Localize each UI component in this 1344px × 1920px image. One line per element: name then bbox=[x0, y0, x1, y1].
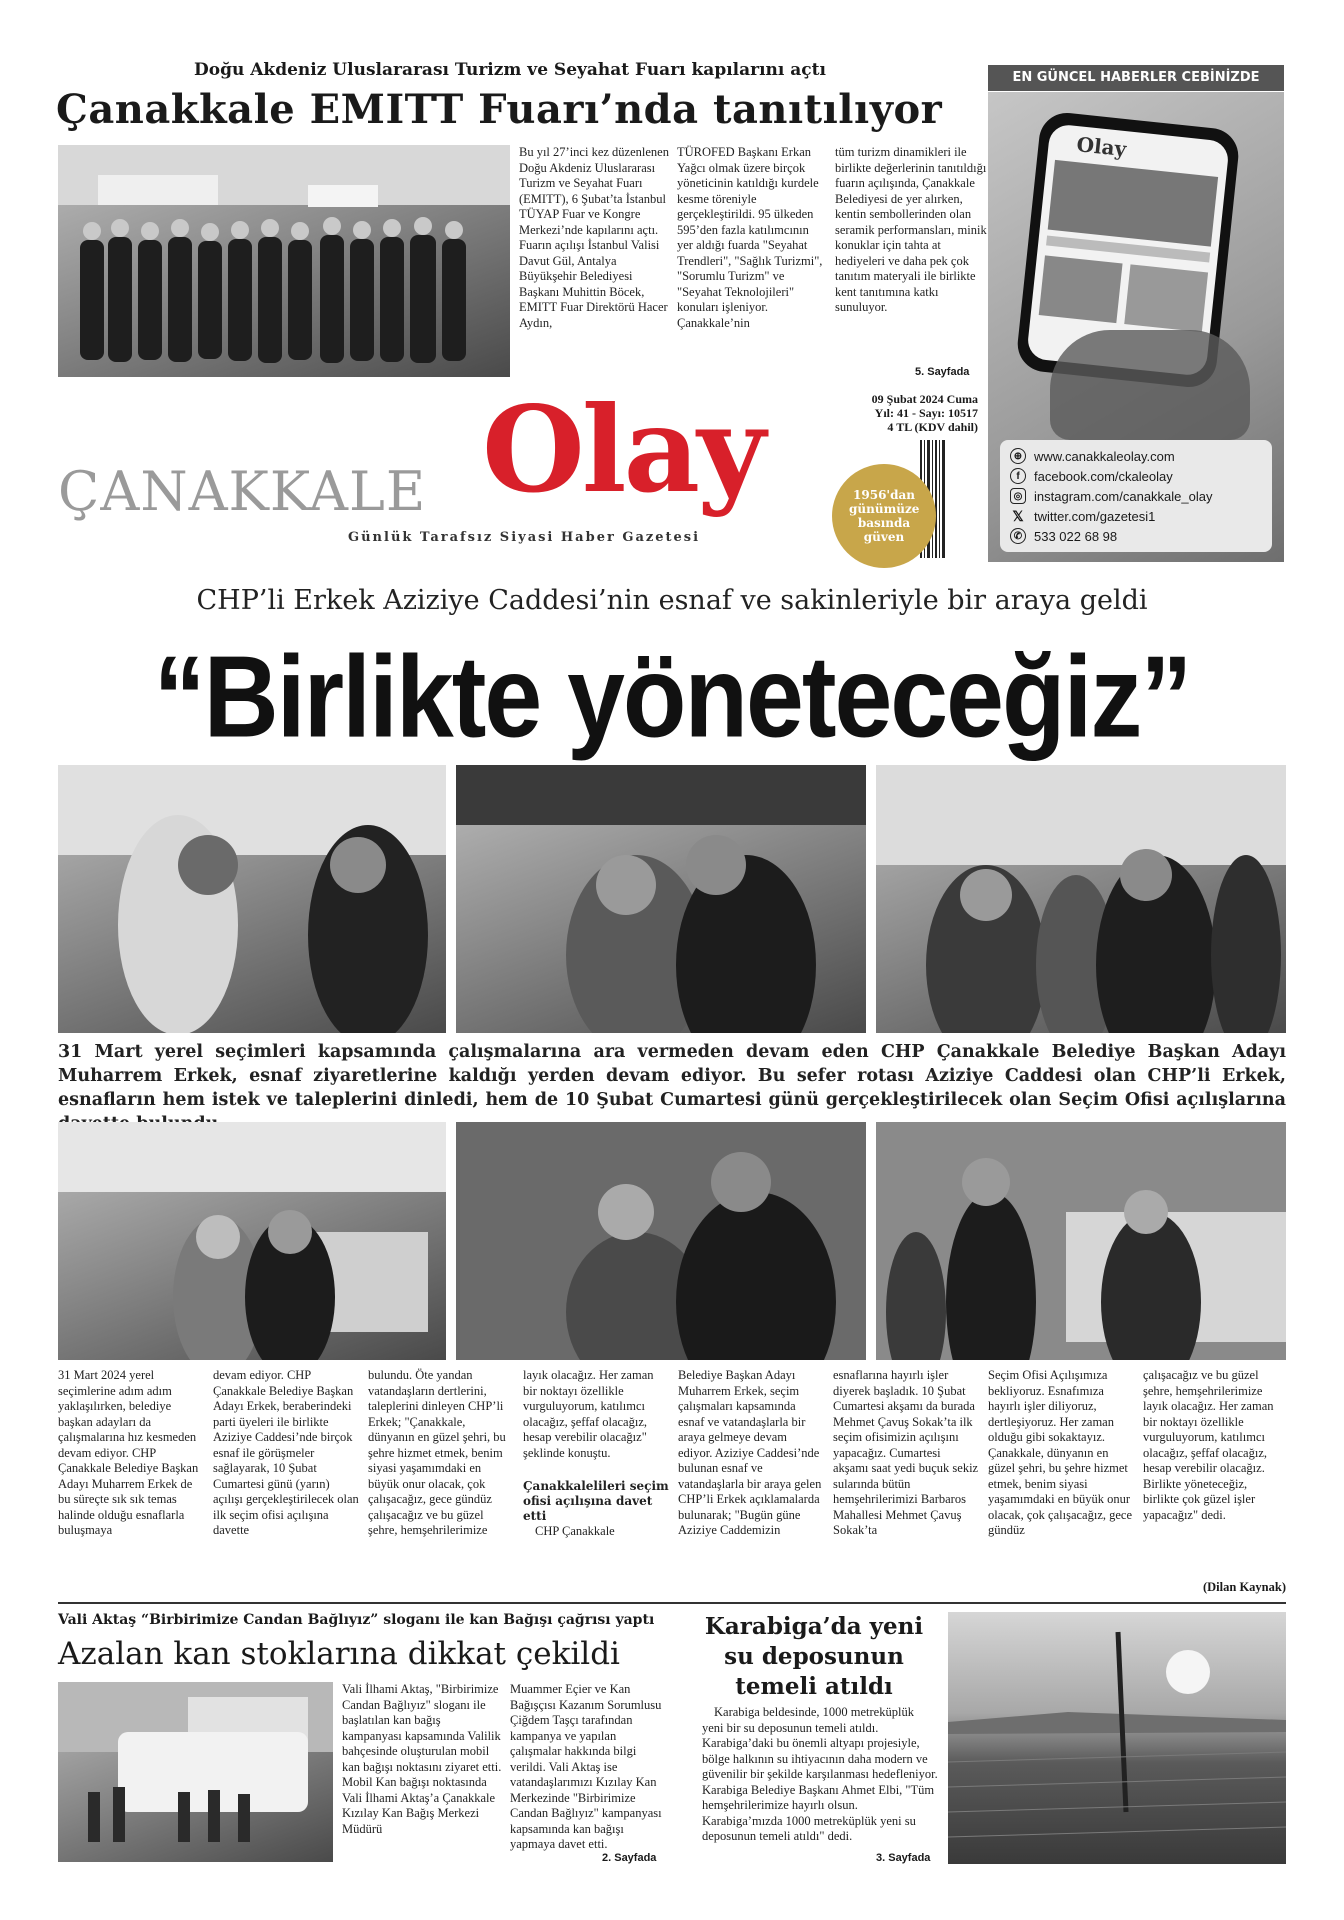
karabiga-page-ref: 3. Sayfada bbox=[876, 1852, 931, 1864]
main-story-lead: 31 Mart yerel seçimleri kapsamında çalışmalarına ara vermeden devam eden CHP Çanakkale Belediye Başkan Adayı Muharrem Erkek, esnaf ziyaretlerine kaldığı yerden devam ediyor. Bu sefer rotası Aziziye Caddesi olan CHP’li Erkek, esnafların hem istek ve taleplerini dinledi, hem de 10 Şubat Cumartesi günü gerçekleştirilecek olan Seçim Ofisi açılışlarına bbox=[58, 1042, 1286, 1110]
blood-col-1: Vali İlhami Aktaş, "Birbirimize Candan Bağlıyız" sloganı ile başlatılan kan bağış kampanyası kapsamında Valilik bahçesinde oluşturulan mobil kan bağışı noktasını ziyaret etti. Mobil Kan bağışı noktasında Vali İlhami Aktaş’a Çanakkale Kızılay Kan Bağış Merkezi Müdürü bbox=[342, 1682, 502, 1836]
karabiga-field-photo bbox=[948, 1612, 1286, 1864]
main-col-2: devam ediyor. CHP Çanakkale Belediye Başkan Adayı Erkek, beraberindeki parti üyeleri ile birlikte Aziziye Caddesi’nde birçok esnaf ile görüşmeler sağlayarak, 10 Şubat Cumartesi günü (yarın) açılışı gerçekleştirilecek olan ilk seçim ofisi açılışına davette bbox=[213, 1368, 359, 1537]
karabiga-text: Karabiga beldesinde, 1000 metreküplük yeni bir su deposunun temeli atıldı. Karabiga’daki bu önemli altyapı projesiyle, bölge halkının su ihtiyacının daha modern ve güvenilir bir şekilde karşılanması hedefleniyor. Karabiga Belediye Başkanı Ahmet Elbi, "Tüm hemşehrilerimize hayırlı olsun. Karabiga’mızda 1000 metreküplük yeni su deposunun temeli atıldı" dedi. bbox=[702, 1705, 938, 1843]
social-links-panel bbox=[1000, 440, 1272, 552]
masthead-brand: Olay bbox=[482, 380, 763, 519]
globe-icon: ⊕ bbox=[1010, 448, 1026, 464]
twitter-link[interactable]: 𝕏 twitter.com/gazetesi1 bbox=[1010, 506, 1262, 526]
top-story-headline: Çanakkale EMITT Fuarı’nda tanıtılıyor bbox=[56, 86, 943, 133]
main-col-4 bbox=[523, 1368, 669, 1598]
karabiga-headline: Karabiga’da yeni su deposunun temeli atıldı bbox=[704, 1613, 924, 1700]
main-col-8: çalışacağız ve bu güzel şehre, hemşehrilerimize layık olacağız. Her zaman bir noktayı özellikle vurguluyorum, katılımcı olacağız, şeffaf olacağız, hesap verebilir olacağız. Birlikte yöneteceğiz, birlikte çok güzel işler yapacağız" dedi. bbox=[1143, 1368, 1274, 1522]
issue-price: 4 TL (KDV dahil) bbox=[887, 420, 978, 434]
blood-col-2: Muammer Eçier ve Kan Bağışçısı Kazanım Sorumlusu Çiğdem Taşçı tarafından kampanya ve yapılan çalışmalar hakkında bilgi verildi. Vali Aktaş ise vatandaşlarımızı Kızılay Kan Merkezinde "Birbirimize Candan Bağlıyız" kampanyası kapsamında kan bağışı yapmaya davet etti. bbox=[510, 1682, 662, 1851]
phone-logo: Olay bbox=[1075, 132, 1128, 162]
whatsapp-link[interactable]: ✆ 533 022 68 98 bbox=[1010, 526, 1262, 546]
facebook-icon: f bbox=[1010, 468, 1026, 484]
main-story-kicker: CHP’li Erkek Aziziye Caddesi’nin esnaf ve sakinleriyle bir araya geldi bbox=[196, 585, 1148, 616]
promo-banner: EN GÜNCEL HABERLER CEBİNİZDE bbox=[988, 65, 1284, 91]
outdoor-visit-photo bbox=[876, 1122, 1286, 1360]
street-handshake-photo bbox=[876, 765, 1286, 1033]
instagram-link[interactable]: ◎ instagram.com/canakkale_olay bbox=[1010, 486, 1262, 506]
top-story-col-1: Bu yıl 27’inci kez düzenlenen Doğu Akdeniz Uluslararası Turizm ve Seyahat Fuarı (EMITT), 6 Şubat’ta İstanbul TÜYAP Fuar ve Kongre Merkezi’nde kapılarını açtı. Fuarın açılışı İstanbul Valisi Davut Gül, Antalya Büyükşehir Belediyesi Başkanı Muhittin Böcek, EMITT Fuar Direktörü Hacer Aydın, bbox=[519, 145, 669, 330]
masthead-city: ÇANAKKALE bbox=[58, 460, 427, 523]
shopkeeper-photo bbox=[456, 1122, 866, 1360]
main-col-4-text: layık olacağız. Her zaman bir noktayı özellikle vurguluyorum, katılımcı olacağız, şeffaf olacağız, hesap verebilir olacağız" şeklinde konuştu. bbox=[523, 1368, 654, 1460]
hand-silhouette bbox=[1050, 330, 1250, 440]
top-story-col-2: TÜROFED Başkanı Erkan Yağcı olmak üzere birçok yöneticinin katıldığı kurdele kesme töreniyle gerçekleştirildi. 95 ülkeden 595’den fazla katılımcının yer aldığı fuarda "Seyahat Trendleri", "Sağlık Turizmi", "Sorumlu Turizm" ve "Seyahat Teknolojileri" konuları işleniyor. Çanakkale’nin bbox=[677, 145, 823, 330]
shop-visit-photo bbox=[58, 1122, 446, 1360]
main-story-headline: “Birlikte yöneteceğiz” bbox=[153, 632, 1191, 763]
masthead-tagline: Günlük Tarafsız Siyasi Haber Gazetesi bbox=[348, 530, 701, 545]
group-photo-figures bbox=[58, 145, 510, 377]
embrace-photo bbox=[456, 765, 866, 1033]
x-icon: 𝕏 bbox=[1012, 507, 1024, 524]
blood-story-headline: Azalan kan stoklarına dikkat çekildi bbox=[58, 1636, 620, 1672]
issue-date: 09 Şubat 2024 Cuma bbox=[871, 392, 978, 406]
emitt-fair-photo bbox=[58, 145, 510, 377]
handshake-photo-1 bbox=[58, 765, 446, 1033]
main-col-1: 31 Mart 2024 yerel seçimlerine adım adım yaklaşılırken, belediye başkan adayları da çalışmalarına hız kesmeden devam ediyor. CHP Çanakkale Belediye Başkan Adayı Muharrem Erkek de bu süreçte sık sık temas halinde olduğu esnaflarla buluşmaya bbox=[58, 1368, 199, 1537]
website-link[interactable]: ⊕ www.canakkaleolay.com bbox=[1010, 446, 1262, 466]
facebook-link[interactable]: f facebook.com/ckaleolay bbox=[1010, 466, 1262, 486]
main-story-byline: (Dilan Kaynak) bbox=[1202, 1580, 1286, 1594]
main-story-subhead: Çanakkalelileri seçim ofisi açılışına davet etti bbox=[523, 1479, 669, 1523]
seal-text: 1956'dan günümüze basında güven bbox=[849, 488, 920, 544]
blood-story-kicker: Vali Aktaş “Birbirimize Candan Bağlıyız” sloganı ile kan Bağışı çağrısı yaptı bbox=[58, 1612, 655, 1628]
main-col-3: bulundu. Öte yandan vatandaşların dertlerini, taleplerini dinleyen CHP’li Erkek; "Çanakkale, dünyanın en güzel şehri, bu şehre hizmet etmek, benim siyasi yaşamımdaki en büyük onur olacak, çok çalışacağız, gece gündüz çalışacağız ve bu güzel şehre, hemşehrilerimize bbox=[368, 1368, 506, 1537]
whatsapp-icon: ✆ bbox=[1010, 528, 1026, 544]
section-divider bbox=[58, 1602, 1286, 1604]
top-story-kicker: Doğu Akdeniz Uluslararası Turizm ve Seyahat Fuarı kapılarını açtı bbox=[194, 60, 826, 80]
main-story-subhead-text: CHP Çanakkale bbox=[535, 1524, 615, 1538]
main-col-5: Belediye Başkan Adayı Muharrem Erkek, seçim çalışmaları kapsamında esnaf ve vatandaşlarla bir araya gelmeye devam ediyor. Aziziye Caddesi’nde bulunan esnaf ve vatandaşlarla bir araya gelen CHP’li Erkek açıklamalarda bulunarak; "Bugün güne Aziziye Caddemizin bbox=[678, 1368, 822, 1537]
main-col-6: esnaflarına hayırlı işler diyerek başladık. 10 Şubat Cumartesi akşamı da burada Mehmet Çavuş Sokak’ta ilk seçim ofisimizin açılışını yapacağız. Cumartesi akşamı saat yedi buçuk sekiz sularında bütün hemşehrilerimizi Barbaros Mahallesi Mehmet Çavuş Sokak’ta bbox=[833, 1368, 979, 1537]
since-1956-seal bbox=[836, 468, 932, 564]
issue-number: Yıl: 41 - Sayı: 10517 bbox=[874, 406, 978, 420]
blood-story-page-ref: 2. Sayfada bbox=[602, 1852, 657, 1864]
top-story-col-3: tüm turizm dinamikleri ile birlikte değerlerinin tanıtıldığı fuarın açılışında, Çanakkale Belediyesi de yer alırken, kentin sembollerinden olan seramik performansları, minik konuklar için tahta at hediyeleri ve daha pek çok tanıtım materyali ile birlikte kent tanıtımına katkı sunuluyor. bbox=[835, 145, 987, 314]
main-col-7: Seçim Ofisi Açılışımıza bekliyoruz. Esnafımıza hayırlı işler diliyoruz, dertleşiyoruz. Her zaman olduğu gibi sokaktayız. Çanakkale, dünyanın en güzel şehri, bu şehre hizmet etmek, benim siyasi yaşamımdaki en büyük onur olacak, çok çalışacağız, gece gündüz bbox=[988, 1368, 1133, 1537]
top-story-page-ref: 5. Sayfada bbox=[915, 366, 970, 378]
mobile-blood-bus-photo bbox=[58, 1682, 333, 1862]
instagram-icon: ◎ bbox=[1010, 488, 1026, 504]
